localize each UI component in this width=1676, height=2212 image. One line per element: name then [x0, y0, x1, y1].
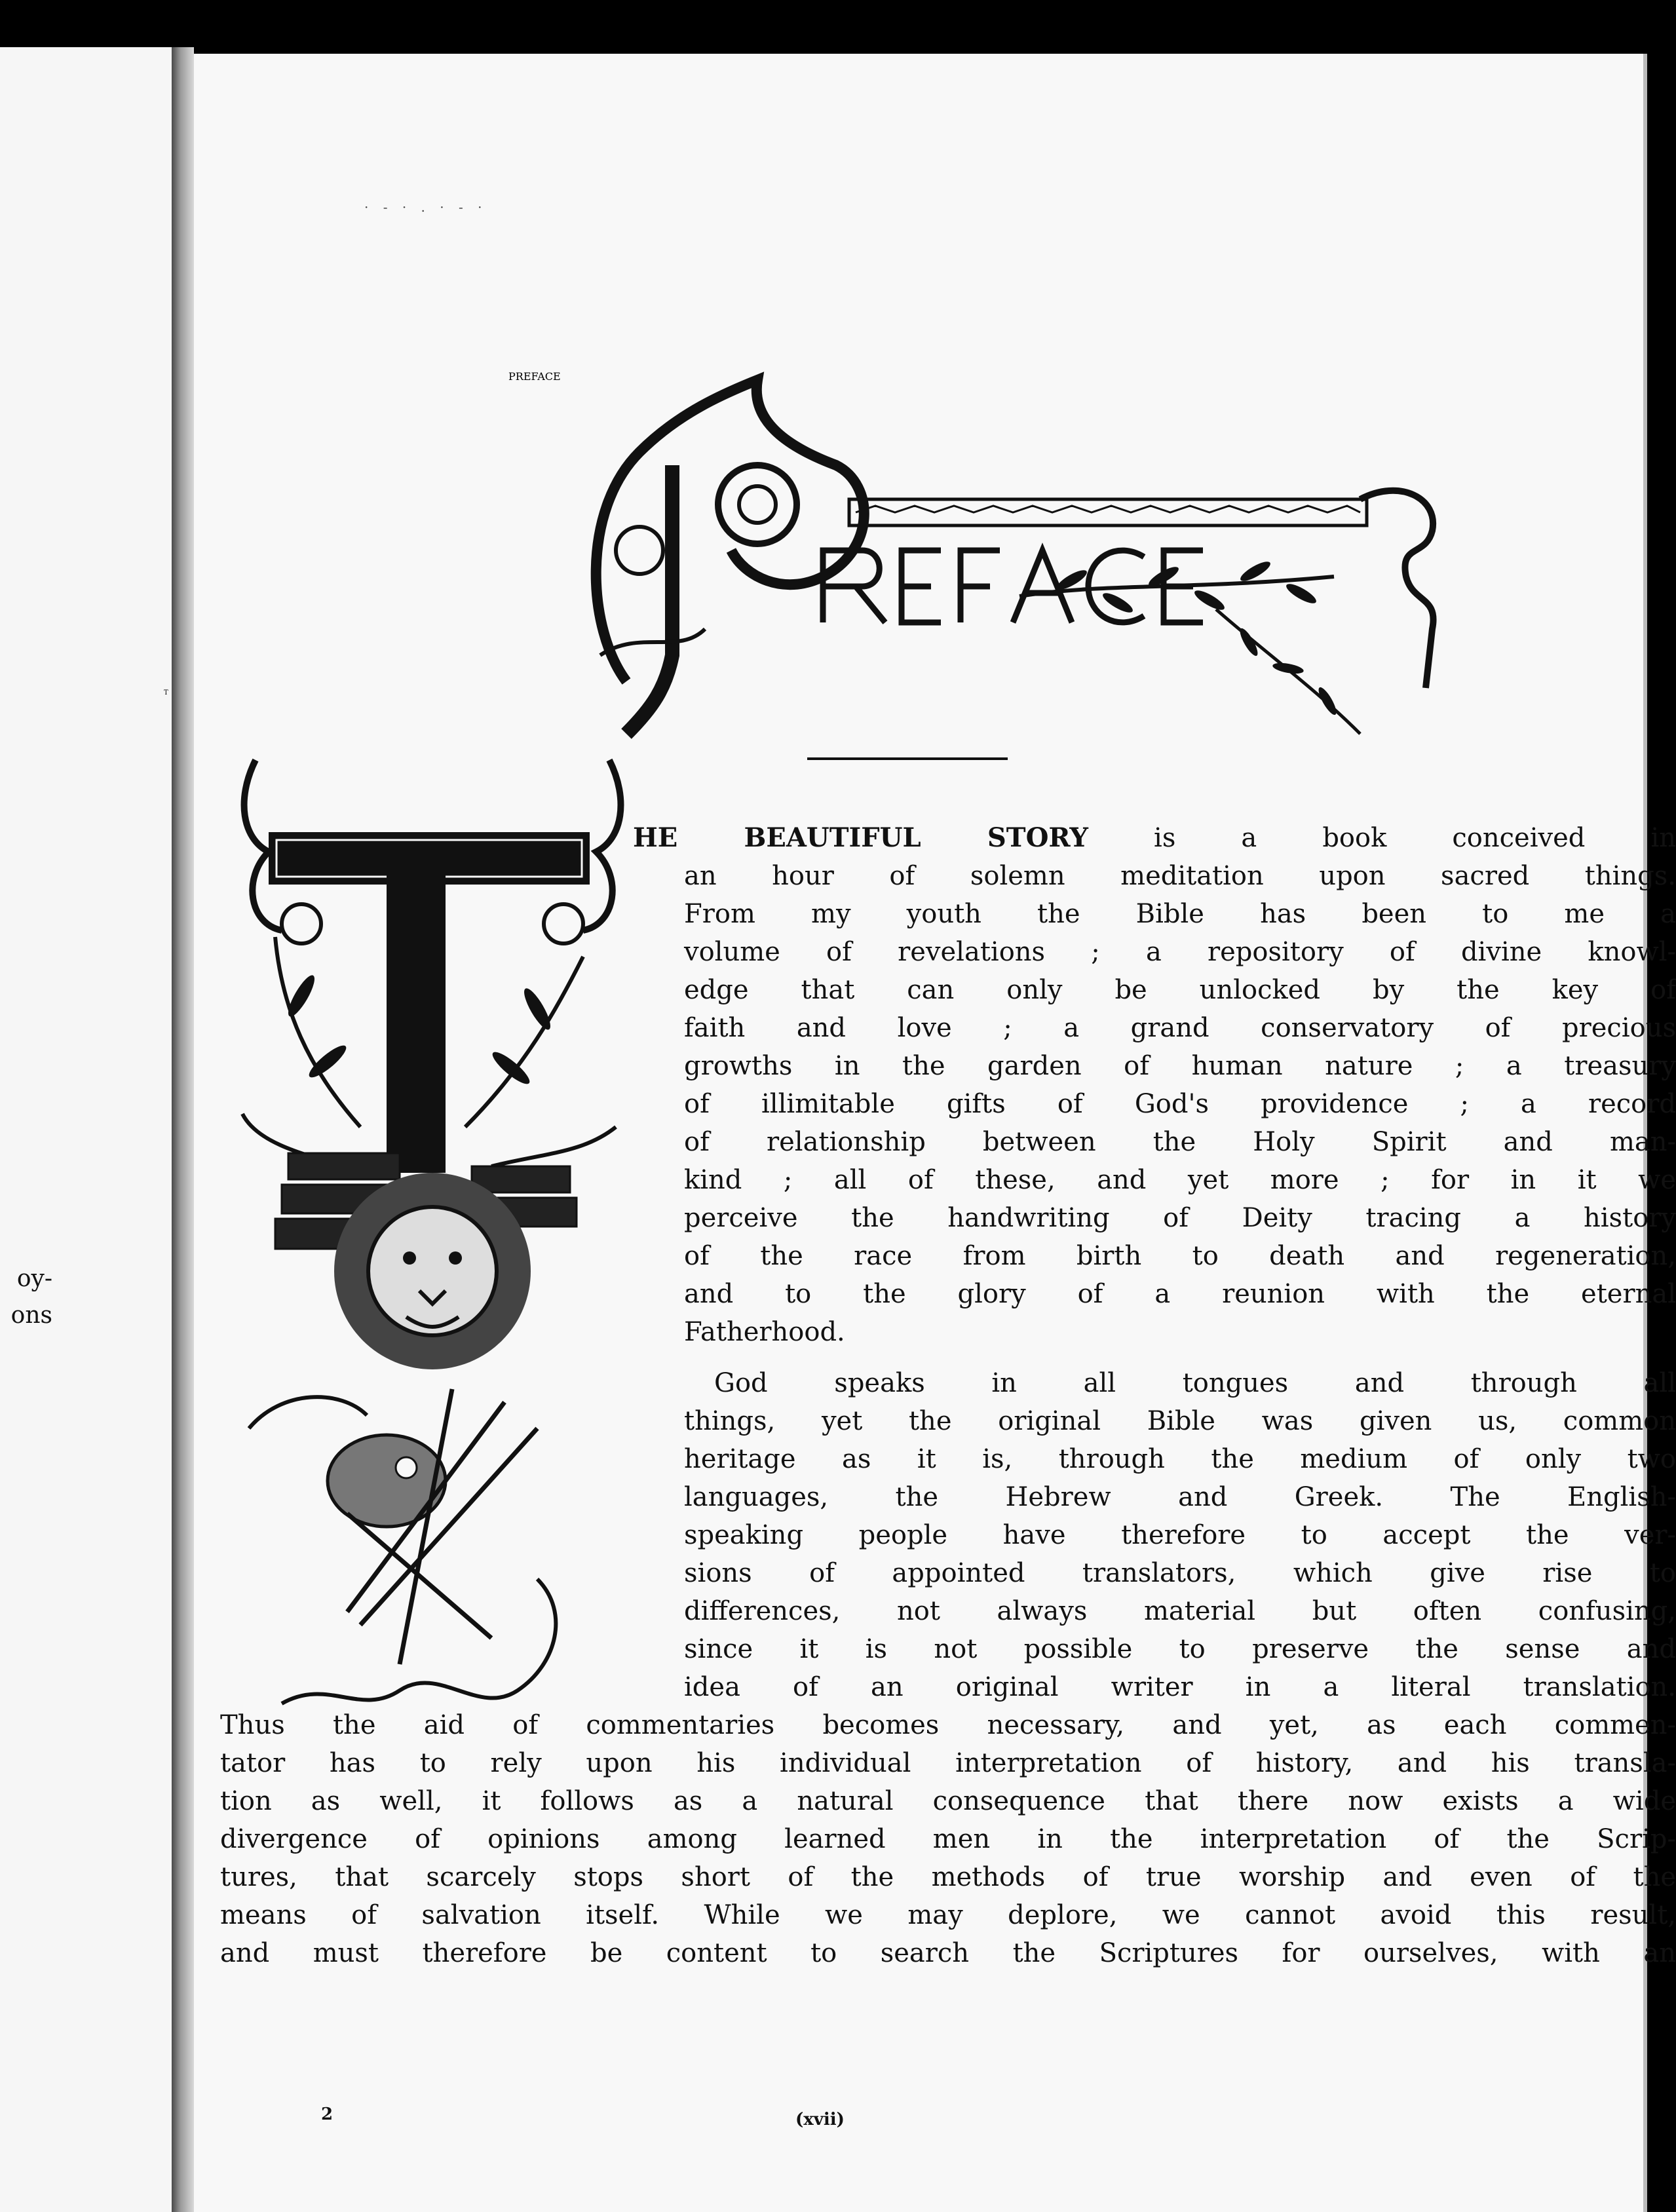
text-line: since it is not possible to preserve the sense and — [684, 1634, 1676, 1664]
text-line: and must therefore be content to search the Scriptures for ourselves, with an — [220, 1938, 1676, 1968]
text-line: Thus the aid of commentaries becomes necessary, and yet, as each commen- — [220, 1710, 1676, 1740]
text-line: faith and love ; a grand conservatory of precious — [684, 1013, 1676, 1043]
text-line: perceive the handwriting of Deity tracing a history — [684, 1203, 1676, 1233]
text-line: tures, that scarcely stops short of the methods of true worship and even of the — [220, 1862, 1676, 1892]
signature-mark: 2 — [321, 2105, 333, 2124]
text-line: and to the glory of a reunion with the eternal — [684, 1279, 1676, 1309]
illustrated-drop-cap — [164, 689, 636, 1723]
text-line: sions of appointed translators, which give rise to — [684, 1558, 1676, 1588]
text-line: edge that can only be unlocked by the key of — [684, 975, 1676, 1005]
text-line-rest: is a book conceived in — [1088, 823, 1676, 853]
text-line: heritage as it is, through the medium of only two — [684, 1444, 1676, 1474]
text-line: God speaks in all tongues and through all — [714, 1368, 1676, 1398]
text-line: of illimitable gifts of God's providence ; a record — [684, 1089, 1676, 1119]
book-gutter — [172, 47, 194, 2212]
text-line: languages, the Hebrew and Greek. The English- — [684, 1482, 1676, 1512]
heading-title: PREFACE — [508, 370, 561, 383]
opening-phrase: HE BEAUTIFUL STORY — [633, 822, 1088, 853]
text-line: kind ; all of these, and yet more ; for in it we — [684, 1165, 1676, 1195]
facing-page-fragment-line: ons — [10, 1302, 52, 1329]
drop-cap-letter: T — [164, 689, 168, 696]
text-line: of relationship between the Holy Spirit and man- — [684, 1127, 1676, 1157]
text-line: tator has to rely upon his individual interpretation of history, and his transla- — [220, 1748, 1676, 1778]
text-line: things, yet the original Bible was given us, common — [684, 1406, 1676, 1436]
facing-page-fragment-line: oy- — [16, 1265, 52, 1292]
book-page — [164, 54, 1676, 2212]
facing-page-text-fragment — [0, 1261, 52, 1334]
text-line: differences, not always material but often confusing, — [684, 1596, 1676, 1626]
text-line: divergence of opinions among learned men in the interpretation of the Scrip- — [220, 1824, 1676, 1854]
text-line: an hour of solemn meditation upon sacred things. — [684, 861, 1676, 891]
text-line: means of salvation itself. While we may deplore, we cannot avoid this result, — [220, 1900, 1676, 1930]
text-line: Fatherhood. — [684, 1317, 845, 1347]
text-line: growths in the garden of human nature ; a treasury — [684, 1051, 1676, 1081]
text-line: speaking people have therefore to accept the ver- — [684, 1520, 1676, 1550]
preface-ornamental-heading — [508, 370, 1544, 773]
facing-page — [0, 47, 176, 2212]
title-divider-rule — [807, 757, 1008, 760]
text-line: idea of an original writer in a literal translation. — [684, 1672, 1676, 1702]
text-line — [633, 819, 1676, 857]
text-line: From my youth the Bible has been to me a — [684, 899, 1676, 929]
text-line: tion as well, it follows as a natural consequence that there now exists a wide — [220, 1786, 1676, 1816]
text-line: of the race from birth to death and regeneration, — [684, 1241, 1676, 1271]
text-line: volume of revelations ; a repository of divine knowl- — [684, 937, 1676, 967]
paper-specks: · - · . · - · — [364, 199, 487, 215]
page-number: (xvii) — [795, 2110, 845, 2129]
